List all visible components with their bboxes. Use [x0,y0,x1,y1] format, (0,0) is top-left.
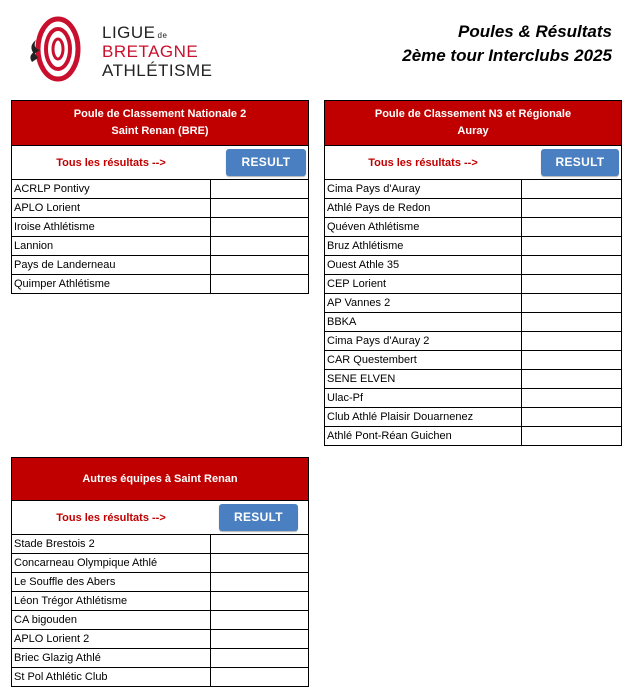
team-result-cell [522,351,621,369]
table-row [12,668,308,686]
team-result-cell [211,592,308,610]
poule-n2-rows [12,180,308,293]
poule-n2-results-row [12,146,308,180]
team-result-cell [211,535,308,553]
track-logo-icon [26,14,86,84]
autres-rows [12,535,308,686]
results-label: Tous les résultats --> [56,156,166,169]
poule-n3-header [325,101,621,146]
table-row [325,294,621,313]
league-logo [26,14,226,84]
team-result-cell [522,237,621,255]
team-name: Athlé Pays de Redon [325,199,522,217]
table-row [12,218,308,237]
team-name: ACRLP Pontivy [12,180,211,198]
table-row [12,256,308,275]
table-row [325,313,621,332]
team-result-cell [211,180,308,198]
team-result-cell [211,237,308,255]
page-title [402,20,612,68]
table-row [12,592,308,611]
results-label: Tous les résultats --> [56,511,166,524]
team-name: Le Souffle des Abers [12,573,211,591]
team-name: Pays de Landerneau [12,256,211,274]
poule-n2-header [12,101,308,146]
logo-ligue: LIGUE [102,23,156,42]
autres-results-row [12,501,308,535]
team-name: Briec Glazig Athlé [12,649,211,667]
table-row [325,199,621,218]
team-result-cell [211,218,308,236]
team-name: Ouest Athle 35 [325,256,522,274]
autres-header [12,458,308,501]
team-name: CEP Lorient [325,275,522,293]
table-row [12,649,308,668]
team-result-cell [211,630,308,648]
team-result-cell [522,427,621,445]
team-result-cell [211,573,308,591]
table-row [325,332,621,351]
team-result-cell [522,332,621,350]
poule-n2-title: Poule de Classement Nationale 2 [73,108,247,120]
result-button[interactable]: RESULT [219,504,298,531]
poule-n2-location: Saint Renan (BRE) [111,125,209,137]
poule-n3-table [324,100,622,446]
team-name: APLO Lorient 2 [12,630,211,648]
team-name: SENE ELVEN [325,370,522,388]
team-result-cell [522,408,621,426]
table-row [12,237,308,256]
table-row [325,275,621,294]
team-name: CA bigouden [12,611,211,629]
poule-n2-table [11,100,309,294]
team-name: APLO Lorient [12,199,211,217]
team-name: Quimper Athlétisme [12,275,211,293]
team-result-cell [211,649,308,667]
team-result-cell [211,668,308,686]
poule-n3-location: Auray [457,125,489,137]
team-name: Cima Pays d'Auray [325,180,522,198]
team-result-cell [211,554,308,572]
result-button[interactable]: RESULT [226,149,306,176]
poule-n3-title: Poule de Classement N3 et Régionale [374,108,572,120]
team-name: Cima Pays d'Auray 2 [325,332,522,350]
team-name: CAR Questembert [325,351,522,369]
title-line-1: Poules & Résultats [458,22,612,41]
team-result-cell [211,611,308,629]
team-result-cell [522,256,621,274]
team-result-cell [522,370,621,388]
table-row [325,389,621,408]
logo-text [102,24,212,79]
table-row [325,218,621,237]
team-result-cell [522,199,621,217]
logo-de: de [157,31,168,40]
table-row [325,256,621,275]
team-result-cell [522,180,621,198]
team-name: Quéven Athlétisme [325,218,522,236]
logo-athletisme: ATHLÉTISME [102,61,213,80]
team-name: Athlé Pont-Réan Guichen [325,427,522,445]
table-row [12,554,308,573]
team-name: Bruz Athlétisme [325,237,522,255]
team-result-cell [211,275,308,293]
results-label: Tous les résultats --> [368,156,478,169]
team-result-cell [522,294,621,312]
autres-title: Autres équipes à Saint Renan [82,472,238,485]
result-button[interactable]: RESULT [541,149,619,176]
table-row [12,611,308,630]
team-name: BBKA [325,313,522,331]
team-name: St Pol Athlétic Club [12,668,211,686]
team-name: Iroise Athlétisme [12,218,211,236]
team-name: AP Vannes 2 [325,294,522,312]
team-result-cell [211,199,308,217]
team-result-cell [522,275,621,293]
table-row [325,237,621,256]
team-result-cell [522,389,621,407]
poule-n3-results-row [325,146,621,180]
team-result-cell [211,256,308,274]
table-row [12,573,308,592]
team-name: Stade Brestois 2 [12,535,211,553]
table-row [12,630,308,649]
team-result-cell [522,313,621,331]
poule-n3-rows [325,180,621,445]
table-row [12,535,308,554]
team-name: Concarneau Olympique Athlé [12,554,211,572]
table-row [12,275,308,293]
table-row [325,351,621,370]
logo-bretagne: BRETAGNE [102,42,199,61]
team-name: Club Athlé Plaisir Douarnenez [325,408,522,426]
table-row [325,408,621,427]
team-result-cell [522,218,621,236]
team-name: Léon Trégor Athlétisme [12,592,211,610]
table-row [325,370,621,389]
table-row [325,427,621,445]
table-row [325,180,621,199]
table-row [12,199,308,218]
autres-equipes-table [11,457,309,687]
table-row [12,180,308,199]
team-name: Lannion [12,237,211,255]
title-line-2: 2ème tour Interclubs 2025 [402,46,612,65]
team-name: Ulac-Pf [325,389,522,407]
